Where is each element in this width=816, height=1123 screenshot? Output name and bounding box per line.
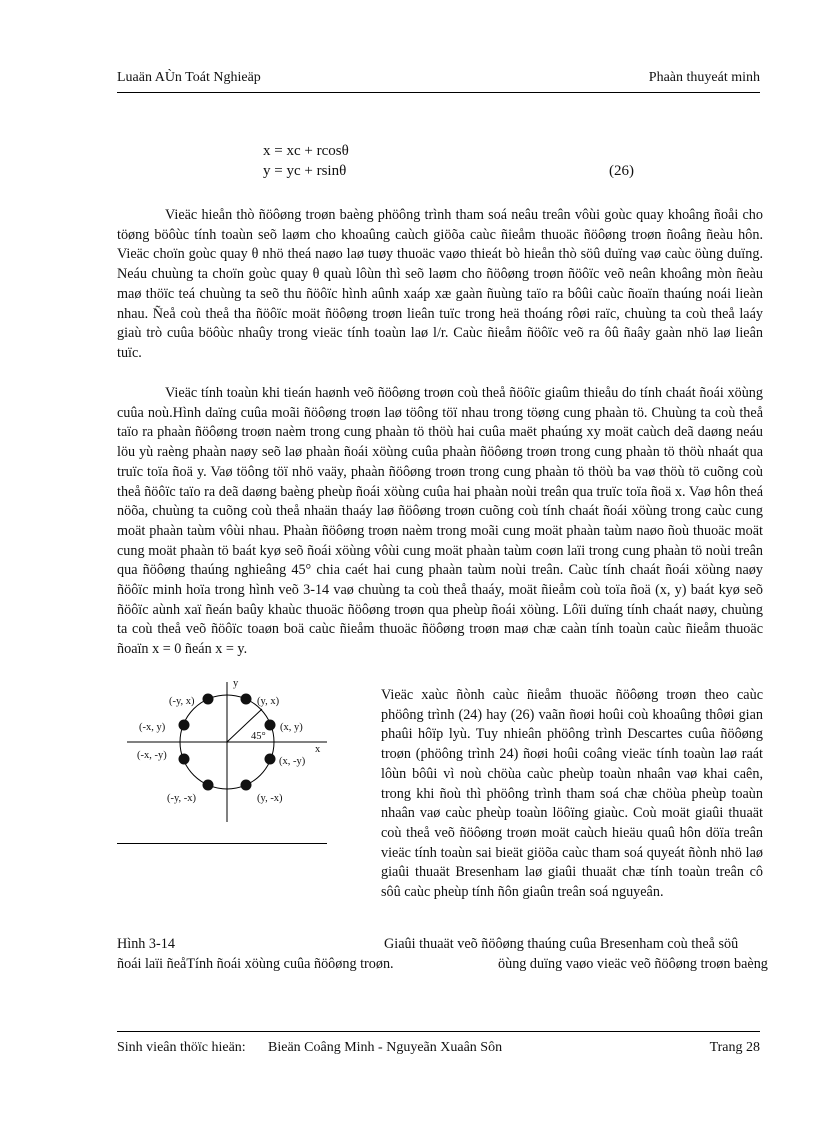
label-neg-y-x: (-y, x) [169, 696, 195, 707]
footer-rule [117, 1031, 760, 1032]
point-y-x [241, 694, 252, 705]
angle-label: 45° [251, 731, 266, 742]
label-neg-y-neg-x: (-y, -x) [167, 793, 197, 804]
paragraph-4-line-1: Giaûi thuaät veõ ñöôøng thaúng cuûa Bresenham coù theå söû [384, 936, 739, 952]
symmetry-figure [117, 672, 347, 832]
y-axis-label: y [233, 678, 239, 689]
point-neg-x-y [179, 720, 190, 731]
paragraph-1: Vieäc hieån thò ñöôøng troøn baèng phöông trình tham soá neâu treân vôùi goùc quay khoâng ñoåi cho töøng böôùc tính toaùn seõ laøm cho khoaûng caùch giöõa caùc ñieåm thuoäc ñöôøng troøn ñoâng ñeàu hôn. Vieäc choïn goùc quay θ nhö theá naøo laø tuøy thuoäc vaøo thieát bò hieån thò söû duïng vaø caùc öùng duïng. Neáu chuùng ta choïn goùc quay θ quaù lôùn thì seõ laøm cho ñöôøng troøn ñöôïc veõ neân khoâng mòn ñeàu maø thöïc teá chuùng ta seõ thu ñöôïc hình aûnh xaáp xæ gaàn ñuùng taïo ra bôûi caùc ñoaïn thaúng noái lieàn nhau. Ñeå coù theå tha ñöôïc moät ñöôøng troøn lieân tuïc trong heä thoáng rôøi raïc, chuùng ta coù theå laáy giaù trò cuûa böôùc nhaûy trong vieäc tính toaùn laø l/r. Caùc ñieåm ñöôïc veõ ra ôû ñaây gaàn nhö laø lieân tuïc. [117, 207, 763, 361]
label-neg-x-neg-y: (-x, -y) [137, 750, 167, 761]
figure-rule [117, 843, 327, 844]
figure-caption-text: ñoái laïi ñeåTính ñoái xöùng cuûa ñöôøng troøn. [117, 956, 394, 972]
point-y-neg-x [241, 780, 252, 791]
point-neg-y-x [203, 694, 214, 705]
point-neg-y-neg-x [203, 780, 214, 791]
equation-line-1: x = xc + rcosθ [263, 143, 349, 159]
point-x-neg-y [265, 754, 276, 765]
paragraph-4-line-2: öùng duïng vaøo vieäc veõ ñöôøng troøn baèng [498, 956, 768, 972]
footer-students: Bieän Coâng Minh - Nguyeãn Xuaân Sôn [268, 1040, 503, 1055]
header-rule [117, 92, 760, 93]
equation-line-2: y = yc + rsinθ [263, 163, 347, 179]
header-left: Luaän AÙn Toát Nghieäp [117, 70, 261, 85]
paragraph-3: Vieäc xaùc ñònh caùc ñieåm thuoäc ñöôøng troøn theo caùc phöông trình (24) hay (26) vaãn ñoøi hoûi coù khoaûng thôøi gian phaûi hôïp lyù. Tuy nhieân phöông trình Descartes cuûa ñöôøng troøn (phöông trình 24) ñoøi hoûi coâng vieäc tính toaùn laø raát lôùn bôûi vì noù chöùa caùc pheùp toaùn nhaân vaø khai caên, trong khi ñoù thì phöông trình tham soá chæ chöùa pheùp toaùn nhaân vaø caùc pheùp toaùn löôïng giaùc. Coù moät giaûi thuaät coù theå veõ ñöôøng troøn moät caùch hieäu quaû hôn döïa treân vieäc tính toaùn sai bieät giöõa caùc tham soá quyeát ñònh nhö laø giaûi thuaät Bresenham laø giaûi thuaät chæ tính toaùn treân cô sôû caùc pheùp tính ñôn giaûn treân soá nguyeân. [381, 687, 763, 901]
header-right: Phaàn thuyeát minh [648, 70, 760, 85]
footer-student-label: Sinh vieân thöïc hieän: [117, 1040, 246, 1055]
equation-number: (26) [609, 163, 634, 179]
point-x-y [265, 720, 276, 731]
paragraph-2: Vieäc tính toaùn khi tieán haønh veõ ñöôøng troøn coù theå ñöôïc giaûm thieåu do tính chaát ñoái xöùng cuûa noù.Hình daïng cuûa moãi ñöôøng troøn laø töông töï nhau trong töøng cung phaàn tö. Chuùng ta coù theå taïo ra phaàn ñöôøng troøn naèm trong cung phaàn tö thöù hai cuûa maët phaúng xy moät caùch deã daøng neáu löu yù raèng phaàn naøy seõ laø phaàn ñoái xöùng cuûa phaàn ñöôøng troøn trong cung phaàn tö thöù nhaát qua truïc toïa ñoä y. Vaø töông töï nhö vaäy, phaàn ñöôøng troøn trong cung phaàn tö thöù ba vaø thöù tö cuõng coù theå ñöôïc taïo ra deã daøng baèng pheùp ñoái xöùng cuûa hai phaàn noùi treân qua truïc toïa ñoä x. Vaø hôn theá nöõa, chuùng ta cuõng coù theå nhaän thaáy laø ñöôøng troøn cuõng coù tính chaát ñoái xöùng trong caùc cung moät phaàn taùm vôùi nhau. Phaàn ñöôøng troøn naèm trong moãi cung moät phaàn taùm naøo ñoù thuoäc moät cung moät phaàn tö baát kyø seõ ñoái xöùng vôùi cung moät phaàn taùm coøn laïi trong cung phaàn tö noùi treân qua ñöôøng thaúng nghieâng 45° chia caét hai cung phaàn taùm noùi treân. Caùc tính chaát ñoái xöùng naøy ñöôïc minh hoïa trong hình veõ 3-14 vaø chuùng ta coù theå thaáy, moät ñieåm coù toïa ñoä (x, y) baát kyø seõ ñöôïc aùnh xaï ñeán baûy khaùc thuoäc ñöôøng troøn qua pheùp ñoái xöùng. Lôïi duïng tính chaát naøy, chuùng ta coù theå veõ ñöôïc toaøn boä caùc ñieåm thuoäc ñöôøng troøn maø chæ caàn tính toaùn caùc ñieåm thuoäc ñoaïn x = 0 ñeán x = y. [117, 385, 763, 658]
label-x-neg-y: (x, -y) [279, 756, 306, 767]
x-axis-label: x [315, 744, 321, 755]
label-y-x: (y, x) [257, 696, 280, 707]
point-neg-x-neg-y [179, 754, 190, 765]
label-x-y: (x, y) [280, 722, 303, 733]
figure-caption-number: Hình 3-14 [117, 936, 175, 952]
footer-page-number: Trang 28 [709, 1040, 760, 1055]
label-neg-x-y: (-x, y) [139, 722, 166, 733]
label-y-neg-x: (y, -x) [257, 793, 283, 804]
